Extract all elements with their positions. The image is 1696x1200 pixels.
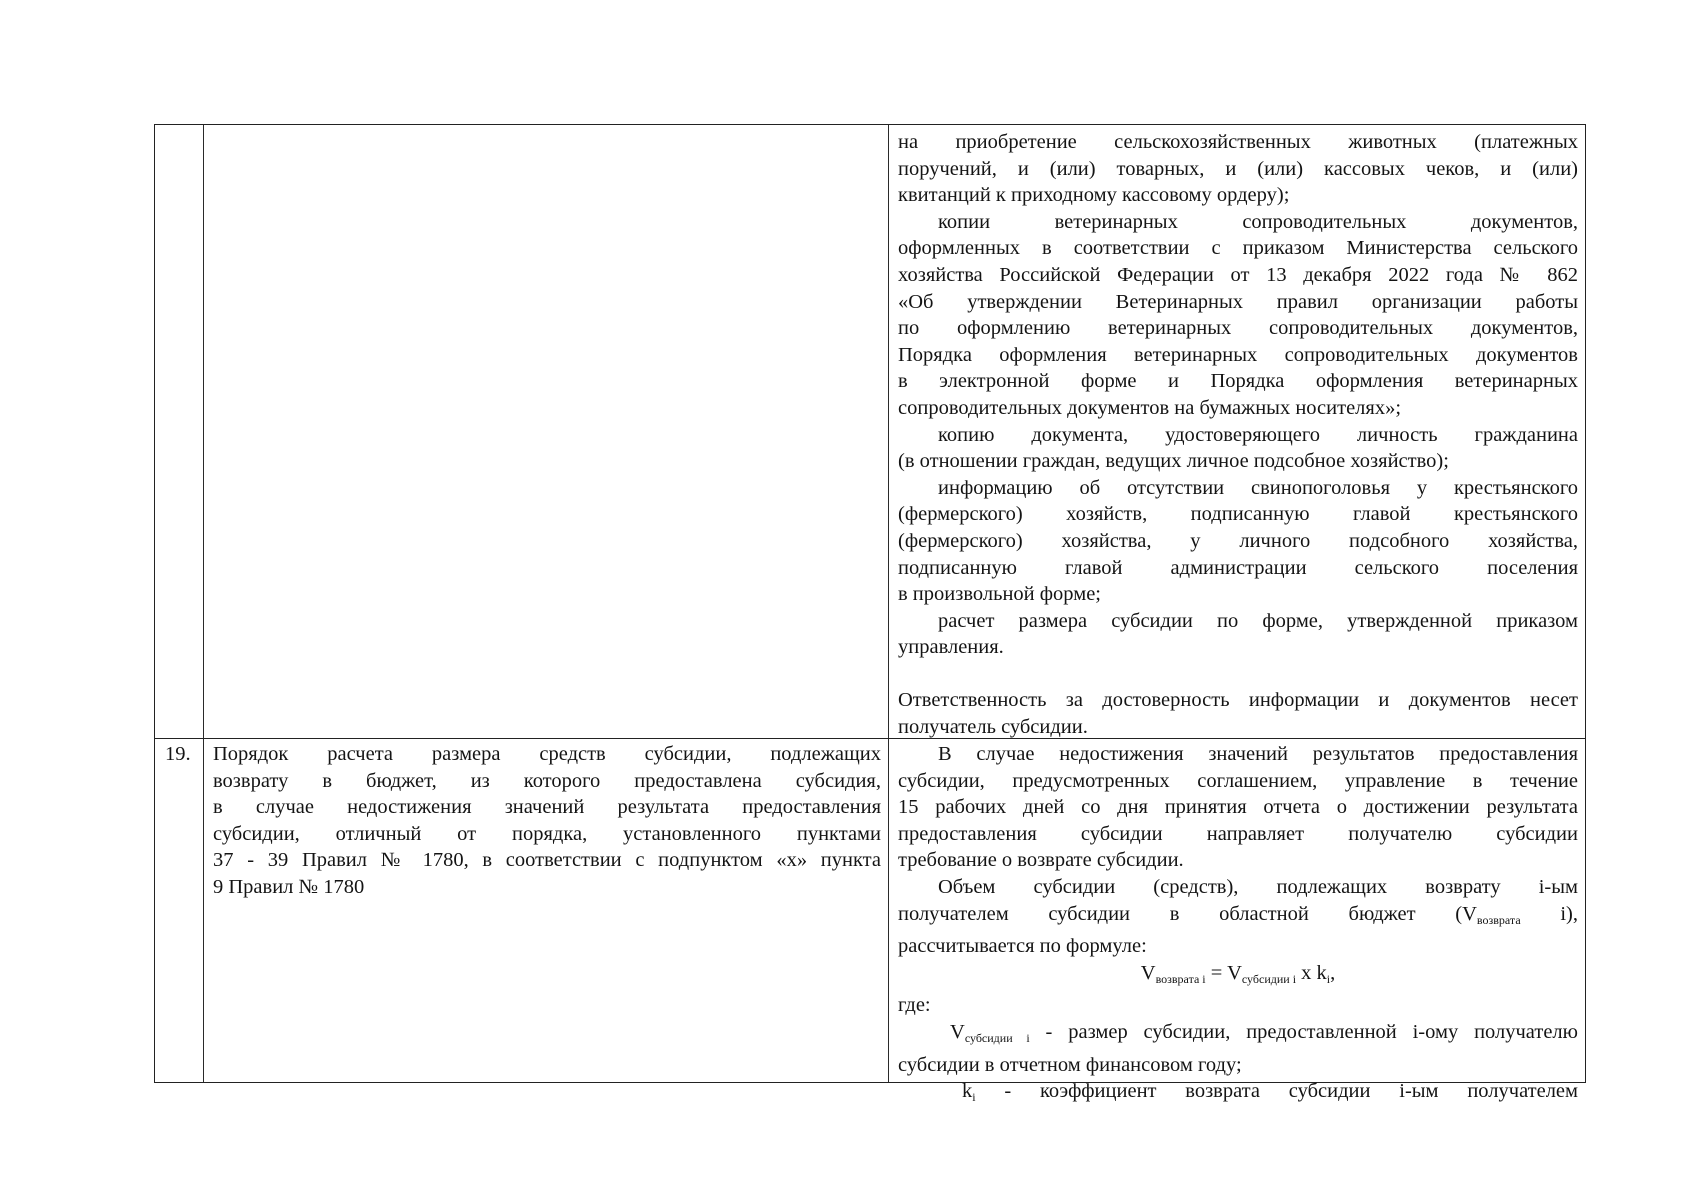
text-line: «Об утверждении Ветеринарных правил организации работы — [898, 290, 1578, 313]
row19-description-cell — [213, 741, 881, 901]
text-line — [898, 661, 1578, 688]
prev-row-requirements-cell — [898, 129, 1578, 741]
text-line: по оформлению ветеринарных сопроводительных документов, — [898, 317, 1578, 340]
text-line: сопроводительных документов на бумажных носителях»; — [898, 396, 1402, 419]
text-line: 37 - 39 Правил № 1780, в соответствии с подпунктом «х» пункта — [213, 849, 881, 872]
where-label: где: — [898, 994, 931, 1017]
text-line: Порядка оформления ветеринарных сопроводительных документов — [898, 343, 1578, 366]
text-line: в произвольной форме; — [898, 583, 1101, 606]
text-line: получатель субсидии. — [898, 716, 1088, 739]
text-line: в электронной форме и Порядка оформления ветеринарных — [898, 370, 1578, 393]
text-line: Ответственность за достоверность информации и документов несет — [898, 689, 1578, 712]
text-line: Объем субсидии (средств), подлежащих возврату i-ым — [938, 875, 1578, 898]
text-line: 9 Правил № 1780 — [213, 875, 365, 898]
row-number: 19. — [165, 743, 191, 765]
text-line: 15 рабочих дней со дня принятия отчета о достижении результата — [898, 796, 1578, 819]
text-line: В случае недостижения значений результатов предоставления — [938, 743, 1578, 765]
column-divider — [888, 125, 889, 1082]
text-line: управления. — [898, 636, 1004, 659]
text-line: копию документа, удостоверяющего личность гражданина — [938, 423, 1578, 446]
text-line: в случае недостижения значений результата предоставления — [213, 796, 881, 819]
text-line: информацию об отсутствии свинопоголовья у крестьянского — [938, 476, 1578, 499]
document-table — [154, 124, 1586, 1105]
refund-paragraphs — [898, 741, 1578, 901]
text-line: (фермерского) хозяйства, у личного подсобного хозяйства, — [898, 529, 1578, 552]
volume-line: получателем субсидии в областной бюджет ($V_{возврата}$ i), — [898, 902, 1578, 927]
text-line: поручений, и (или) товарных, и (или) кассовых чеков, и (или) — [898, 157, 1578, 180]
text-line: копии ветеринарных сопроводительных документов, — [938, 210, 1578, 233]
text-line: оформленных в соответствии с приказом Министерства сельского — [898, 237, 1578, 260]
text-line: подписанную главой администрации сельского поселения — [898, 556, 1578, 579]
text-line: квитанций к приходному кассовому ордеру); — [898, 184, 1290, 207]
refund-formula: $V_{возврата i} = V_{субсидии i}$ x $k_i$, — [1140, 961, 1336, 986]
definition-subsidy: $V_{субсидии i}$ - размер субсидии, предоставленной i-ому получателю — [950, 1020, 1578, 1045]
text-line: предоставления субсидии направляет получателю субсидии — [898, 822, 1578, 845]
text-line: на приобретение сельскохозяйственных животных (платежных — [898, 131, 1578, 153]
text-line: Порядок расчета размера средств субсидии, подлежащих — [213, 743, 881, 765]
text-line: (в отношении граждан, ведущих личное подсобное хозяйство); — [898, 450, 1449, 473]
column-divider — [203, 125, 204, 1082]
text-line: (фермерского) хозяйств, подписанную главой крестьянского — [898, 503, 1578, 526]
volume-formula-intro: рассчитывается по формуле: — [898, 935, 1147, 958]
text-line: возврату в бюджет, из которого предоставлена субсидия, — [213, 769, 881, 792]
row19-procedure-cell — [898, 741, 1578, 1111]
text-line: расчет размера субсидии по форме, утвержденной приказом — [938, 609, 1578, 632]
definition-coefficient: $k_i$ - коэффициент возврата субсидии i-ым получателем — [962, 1080, 1578, 1105]
definition-subsidy-cont: субсидии в отчетном финансовом году; — [898, 1053, 1242, 1076]
text-line: субсидии, отличный от порядка, установленного пунктами — [213, 822, 881, 845]
text-line: субсидии, предусмотренных соглашением, управление в течение — [898, 769, 1578, 792]
text-line: требование о возврате субсидии. — [898, 849, 1184, 872]
text-line: хозяйства Российской Федерации от 13 декабря 2022 года № 862 — [898, 263, 1578, 286]
